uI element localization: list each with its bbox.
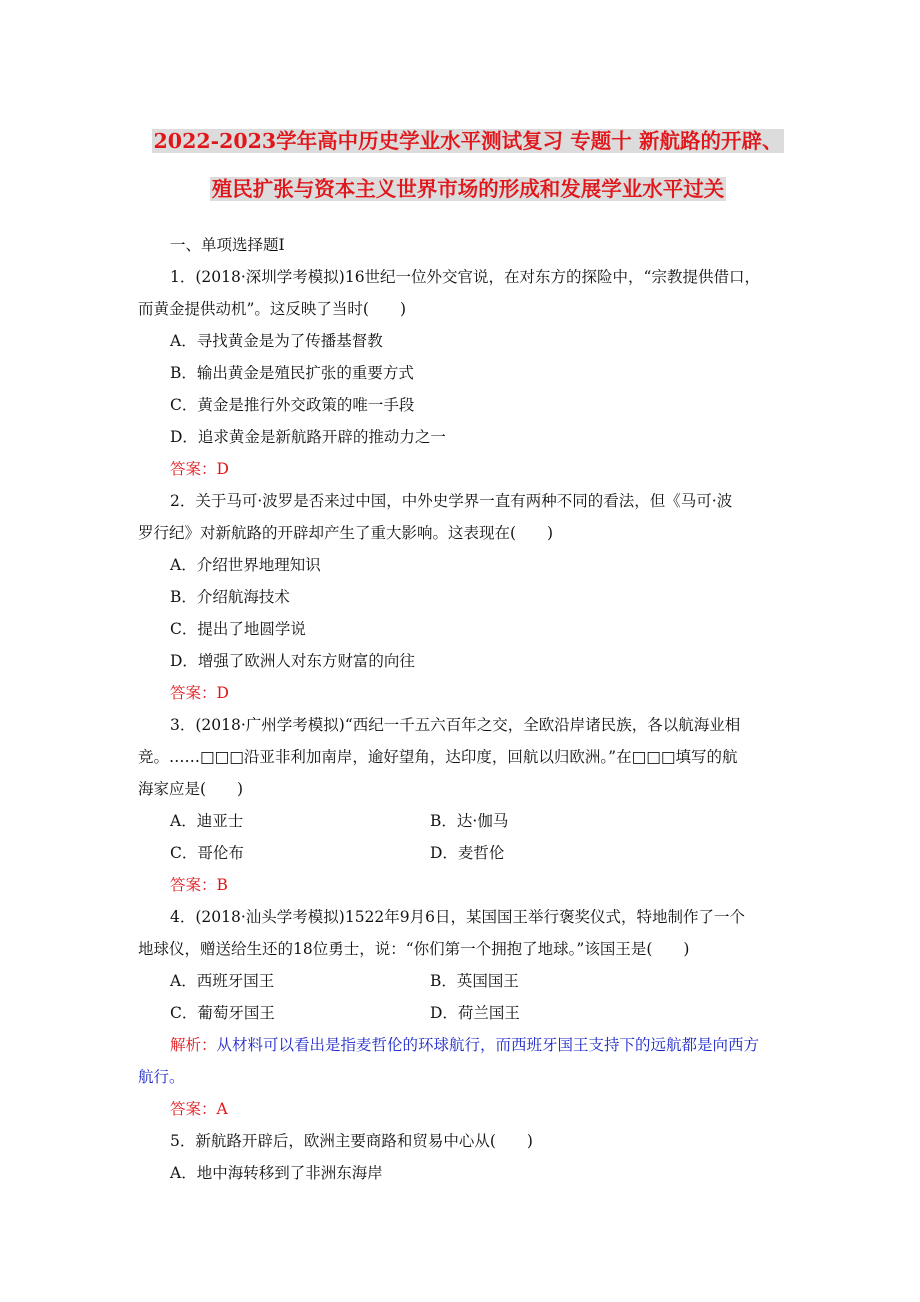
- question-1-option-d: D．追求黄金是新航路开辟的推动力之一: [170, 428, 446, 446]
- question-3-answer: 答案：B: [170, 876, 228, 894]
- question-3-option-b: B．达·伽马: [430, 812, 509, 830]
- question-4-option-a: A．西班牙国王: [170, 972, 275, 990]
- question-2-option-b: B．介绍航海技术: [170, 588, 290, 606]
- question-3-stem-line-2: 竞。……□□□沿亚非利加南岸，逾好望角，达印度，回航以归欧洲。”在□□□填写的航: [138, 748, 738, 766]
- question-5-option-a: A．地中海转移到了非洲东海岸: [170, 1164, 383, 1182]
- explanation-label: 解析：: [170, 1036, 217, 1054]
- question-1-stem-line-2: 而黄金提供动机”。这反映了当时( ): [138, 300, 407, 318]
- question-1-stem-line-1: 1．(2018·深圳学考模拟)16世纪一位外交官说，在对东方的探险中，“宗教提供借口，: [170, 268, 760, 286]
- question-4-option-b: B．英国国王: [430, 972, 519, 990]
- question-1-option-c: C．黄金是推行外交政策的唯一手段: [170, 396, 415, 414]
- question-1-option-a: A．寻找黄金是为了传播基督教: [170, 332, 383, 350]
- question-2-stem-line-2: 罗行纪》对新航路的开辟却产生了重大影响。这表现在( ): [138, 524, 554, 542]
- explanation-text: 从材料可以看出是指麦哲伦的环球航行，而西班牙国王支持下的远航都是向西方: [216, 1036, 760, 1054]
- question-3-option-d: D．麦哲伦: [430, 844, 505, 862]
- question-4-option-c: C．葡萄牙国王: [170, 1004, 275, 1022]
- question-3-option-a: A．迪亚士: [170, 812, 244, 830]
- question-2-option-c: C．提出了地圆学说: [170, 620, 306, 638]
- question-3-stem-line-1: 3．(2018·广州学考模拟)“西纪一千五六百年之交，全欧沿岸诸民族，各以航海业相: [170, 716, 741, 734]
- question-3-stem-line-3: 海家应是( ): [138, 780, 244, 798]
- question-5-stem-line-1: 5．新航路开辟后，欧洲主要商路和贸易中心从( ): [170, 1132, 533, 1150]
- question-2-answer: 答案：D: [170, 684, 229, 702]
- question-4-answer: 答案：A: [170, 1100, 228, 1118]
- question-4-stem-line-2: 地球仪，赠送给生还的18位勇士，说：“你们第一个拥抱了地球。”该国王是( ): [138, 940, 690, 958]
- question-1-option-b: B．输出黄金是殖民扩张的重要方式: [170, 364, 414, 382]
- title-line-2: 殖民扩张与资本主义世界市场的形成和发展学业水平过关: [211, 177, 725, 201]
- title-line-1: 2022-2023学年高中历史学业水平测试复习 专题十 新航路的开辟、: [153, 129, 783, 153]
- question-3-option-c: C．哥伦布: [170, 844, 244, 862]
- question-1-answer: 答案：D: [170, 460, 229, 478]
- question-2-option-a: A．介绍世界地理知识: [170, 556, 321, 574]
- question-4-explanation-line-2: 航行。: [138, 1068, 185, 1086]
- question-2-option-d: D．增强了欧洲人对东方财富的向往: [170, 652, 415, 670]
- question-2-stem-line-1: 2．关于马可·波罗是否来过中国，中外史学界一直有两种不同的看法，但《马可·波: [170, 492, 733, 510]
- question-4-explanation-line-1: [170, 1034, 759, 1056]
- question-4-stem-line-1: 4．(2018·汕头学考模拟)1522年9月6日，某国国王举行褒奖仪式，特地制作了一个: [170, 908, 746, 926]
- section-heading: 一、单项选择题Ⅰ: [170, 236, 285, 254]
- document-title: [138, 128, 798, 224]
- question-4-option-d: D．荷兰国王: [430, 1004, 520, 1022]
